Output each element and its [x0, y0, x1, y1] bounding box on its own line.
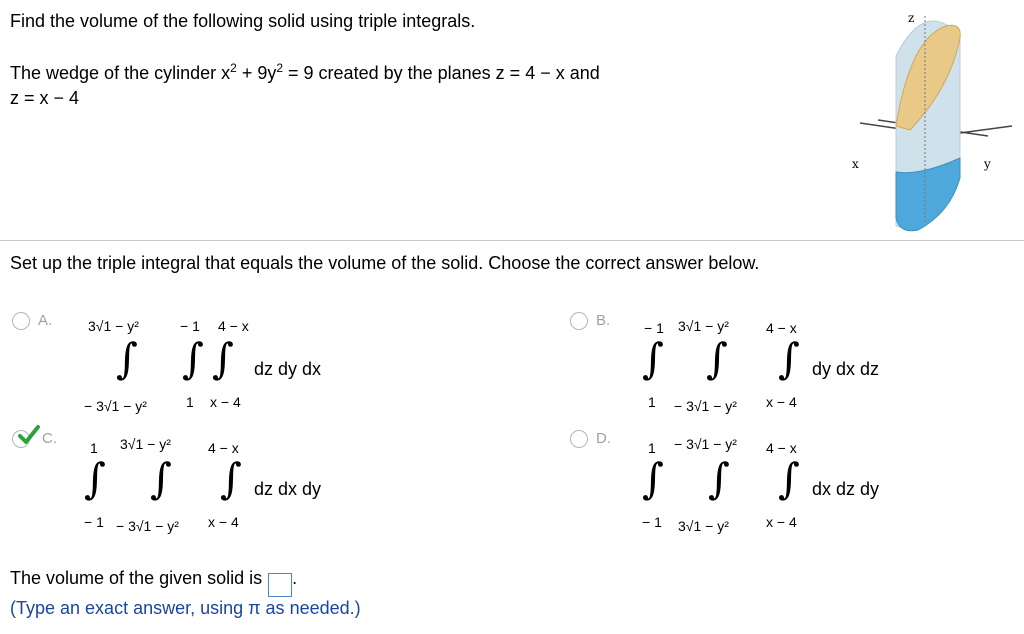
answer-prompt: The volume of the given solid is — [10, 568, 263, 588]
integral-sign: ∫ — [642, 454, 664, 503]
integral-sign: ∫ — [150, 454, 172, 503]
integral-sign: ∫ — [182, 334, 204, 383]
answer-input[interactable] — [268, 573, 292, 597]
option-d-radio[interactable] — [570, 430, 588, 448]
z-axis-label: z — [908, 11, 915, 25]
question-text: Find the volume of the following solid using triple integrals. — [10, 11, 476, 31]
wedge-text-2: + 9y — [236, 63, 277, 83]
option-c[interactable] — [12, 430, 342, 540]
option-b[interactable] — [570, 312, 900, 422]
wedge-text-3: = 9 created by the planes z = 4 − x and — [283, 63, 600, 83]
option-b-letter: B. — [596, 312, 611, 329]
option-c-upper-inner: 4 − x — [208, 440, 239, 456]
integral-sign: ∫ — [706, 334, 728, 383]
option-a-upper-inner: 4 − x — [218, 318, 249, 334]
answer-hint: (Type an exact answer, using π as needed.) — [10, 598, 361, 618]
answer-line — [10, 567, 297, 597]
integral-sign: ∫ — [642, 334, 664, 383]
option-d-upper-middle: − 3√1 − y² — [674, 436, 737, 452]
option-c-upper-middle: 3√1 − y² — [120, 436, 171, 452]
option-c-lower-middle: − 3√1 − y² — [116, 518, 179, 534]
wedge-text-1: The wedge of the cylinder x — [10, 63, 231, 83]
option-d-upper-outer: 1 — [648, 440, 656, 456]
option-a-lower-outer: − 3√1 − y² — [84, 398, 147, 414]
integral-sign: ∫ — [84, 454, 106, 503]
option-a[interactable] — [12, 312, 322, 422]
option-d-letter: D. — [596, 430, 611, 447]
question-wedge-line — [10, 62, 600, 84]
option-a-lower-middle: 1 — [186, 394, 194, 410]
option-c-letter: C. — [42, 430, 57, 447]
option-b-upper-outer: − 1 — [644, 320, 664, 336]
option-a-upper-outer: 3√1 − y² — [88, 318, 139, 334]
option-b-differential: dy dx dz — [812, 359, 880, 379]
option-d-upper-inner: 4 − x — [766, 440, 797, 456]
integral-sign: ∫ — [708, 454, 730, 503]
checkmark-icon — [18, 424, 40, 446]
wedge-figure — [850, 8, 1020, 236]
option-d-differential: dx dz dy — [812, 479, 880, 499]
option-c-upper-outer: 1 — [90, 440, 98, 456]
exponent: 2 — [230, 61, 237, 75]
option-b-upper-inner: 4 − x — [766, 320, 797, 336]
option-a-differential: dz dy dx — [254, 359, 322, 379]
option-d-lower-inner: x − 4 — [766, 514, 797, 530]
answer-period: . — [292, 568, 298, 588]
x-axis-label: x — [852, 157, 859, 171]
option-c-lower-outer: − 1 — [84, 514, 104, 530]
option-d[interactable] — [570, 430, 900, 540]
exponent: 2 — [276, 61, 284, 75]
integral-sign: ∫ — [116, 334, 138, 383]
y-axis-label: y — [984, 157, 991, 171]
option-c-lower-inner: x − 4 — [208, 514, 239, 530]
option-a-upper-middle: − 1 — [180, 318, 200, 334]
integral-sign: ∫ — [778, 334, 800, 383]
option-a-radio[interactable] — [12, 312, 30, 330]
section-divider — [0, 240, 1024, 241]
option-a-letter: A. — [38, 312, 53, 329]
option-b-radio[interactable] — [570, 312, 588, 330]
option-c-differential: dz dx dy — [254, 479, 322, 499]
option-b-lower-inner: x − 4 — [766, 394, 797, 410]
integral-sign: ∫ — [212, 334, 234, 383]
instruction-text: Set up the triple integral that equals the volume of the solid. Choose the correct answer below. — [10, 253, 760, 273]
option-a-lower-inner: x − 4 — [210, 394, 241, 410]
question-plane-line: z = x − 4 — [10, 88, 80, 108]
option-b-lower-middle: − 3√1 − y² — [674, 398, 737, 414]
option-d-lower-middle: 3√1 − y² — [678, 518, 729, 534]
option-b-lower-outer: 1 — [648, 394, 656, 410]
option-d-lower-outer: − 1 — [642, 514, 662, 530]
y-axis-line — [960, 126, 1012, 133]
option-b-upper-middle: 3√1 − y² — [678, 318, 729, 334]
integral-sign: ∫ — [778, 454, 800, 503]
integral-sign: ∫ — [220, 454, 242, 503]
